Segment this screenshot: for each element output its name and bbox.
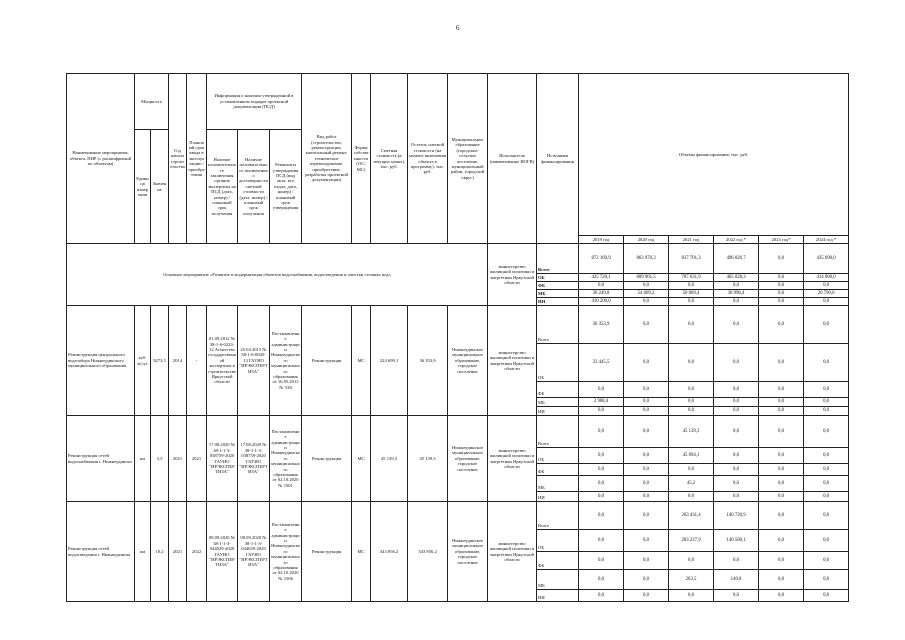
object-row	[67, 416, 849, 448]
funding-value: 0,0	[804, 590, 849, 602]
funding-source: ФБ	[537, 464, 579, 476]
object-cost-check: 25.04.2013 № 38-1-6-0045-13 ГАУИО "ИРЭКСПЕРТИЗА"	[238, 306, 270, 416]
object-expertise: 01.09.2012 № 38-1-6-0223-12 Агентство государственной экспертизы в строительстве Иркутской области	[207, 306, 238, 416]
funding-value: 2 908,4	[579, 398, 624, 407]
main-event-executor: министерство жилищной политики и энергетики Иркутской области	[488, 244, 537, 306]
funding-value: 0,0	[624, 344, 669, 382]
funding-value: 0,0	[579, 552, 624, 570]
funding-value: 0,0	[804, 464, 849, 476]
funding-value: 0,0	[759, 382, 804, 398]
funding-source: Всего	[537, 306, 579, 344]
header-row-1	[67, 74, 849, 130]
object-ownership: МС	[352, 306, 371, 416]
funding-value: 0,0	[804, 407, 849, 416]
funding-value: 414 900,0	[804, 274, 849, 282]
funding-value: 496 026,7	[714, 244, 759, 274]
funding-value: 0,0	[624, 282, 669, 290]
header-psd-info: Информация о наличии утвержденной в установленном порядке проектной документации (ПСД)	[207, 74, 302, 130]
header-work-type: Вид работ (строительство, реконструкция, капитальный ремонт, техническое перевооружение, приобретение, разработка проектной документации)	[302, 74, 352, 244]
funding-value: 0,0	[759, 492, 804, 502]
object-cost-check: 17.08.2020 № 38-1-1-3-038759-2020 ГАУИО "ИРЭКСПЕРТИЗА"	[238, 416, 270, 502]
funding-value: 0,0	[579, 590, 624, 602]
funding-value: 0,0	[624, 416, 669, 448]
funding-source: ФБ	[537, 552, 579, 570]
funding-value: 0,0	[669, 492, 714, 502]
funding-value: 45 139,3	[669, 416, 714, 448]
funding-value: 0,0	[669, 306, 714, 344]
funding-value: 425 720,1	[579, 274, 624, 282]
header-expertise: Наличие положительного заключения органов экспертизы на ПСД (дата, номер) / плановый срок получения	[207, 130, 238, 244]
object-row	[67, 502, 849, 530]
main-event-title: Основное мероприятие «Развитие и модернизация объектов водоснабжения, водоотведения и очистки сточных вод»	[67, 244, 488, 306]
funding-value: 0,0	[714, 464, 759, 476]
main-event-row	[67, 244, 849, 274]
funding-value: 36 249,8	[579, 290, 624, 298]
funding-value: 0,0	[579, 382, 624, 398]
funding-source: Всего	[537, 244, 579, 274]
funding-value: 0,0	[669, 282, 714, 290]
object-capacity-value: 9273,5	[151, 306, 169, 416]
object-name: Реконструкция сетей водоснабжения г. Нижнеудинска	[67, 416, 135, 502]
object-cost-check: 08.09.2020 № 38-1-1-3-044029-2020 ГАУИО "ИРЭКСПЕРТИЗА"	[238, 502, 270, 602]
funding-value: 0,0	[669, 552, 714, 570]
object-unit: куб. м/сут	[135, 306, 151, 416]
funding-source: ОБ	[537, 344, 579, 382]
object-municipality: Нижнеудинское муниципальное образование, городское поселение	[448, 416, 488, 502]
funding-value: 0,0	[624, 306, 669, 344]
funding-value: 0,0	[669, 298, 714, 306]
funding-value: 0,0	[759, 448, 804, 464]
funding-value: 0,0	[624, 590, 669, 602]
funding-value: 0,0	[804, 416, 849, 448]
header-start-year: Год начала строительства	[169, 74, 187, 244]
funding-value: 0,0	[624, 502, 669, 530]
object-name: Реконструкция сетей водоотведения г. Нижнеудинска	[67, 502, 135, 602]
object-est-cost: 224 699,1	[371, 306, 408, 416]
funding-value: 0,0	[804, 502, 849, 530]
object-approval: Постановление администрации Нижнеудинского муниципального образования от 16.05.2013 № 538	[270, 306, 302, 416]
object-start-year: 2021	[169, 416, 187, 502]
funding-value: 0,0	[804, 298, 849, 306]
funding-value: 36 353,9	[579, 306, 624, 344]
funding-value: 45,2	[669, 476, 714, 492]
funding-value: 0,0	[714, 416, 759, 448]
header-year-2023: 2023 год*	[759, 236, 804, 244]
funding-value: 50 069,4	[669, 290, 714, 298]
funding-value: 0,0	[624, 476, 669, 492]
funding-value: 0,0	[624, 448, 669, 464]
header-capacity: Мощность	[135, 74, 169, 130]
object-capacity-value: 10,2	[151, 502, 169, 602]
object-start-year: 2014	[169, 306, 187, 416]
funding-value: 20 790,0	[804, 290, 849, 298]
funding-value: 0,0	[669, 398, 714, 407]
funding-value: 872 169,9	[579, 244, 624, 274]
funding-value: 0,0	[624, 464, 669, 476]
funding-value: 0,0	[714, 476, 759, 492]
header-year-2024: 2024 год *	[804, 236, 849, 244]
object-commission-year: 2021	[187, 416, 207, 502]
object-start-year: 2021	[169, 502, 187, 602]
funding-value: 0,0	[759, 416, 804, 448]
funding-value: 0,0	[759, 590, 804, 602]
funding-source: ОБ	[537, 448, 579, 464]
funding-value: 0,0	[579, 476, 624, 492]
funding-value: 0,0	[804, 570, 849, 590]
funding-value: 0,0	[804, 448, 849, 464]
funding-value: 0,0	[714, 407, 759, 416]
funding-value: 30 998,4	[714, 290, 759, 298]
header-year-2019: 2019 год	[579, 236, 624, 244]
funding-value: 0,0	[714, 590, 759, 602]
object-remaining: 45 139,3	[408, 416, 448, 502]
funding-value: 0,0	[579, 448, 624, 464]
funding-value: 0,0	[759, 570, 804, 590]
header-executor: Исполнитель (наименование ИОГВ)	[488, 74, 537, 244]
funding-value: 45 094,1	[669, 448, 714, 464]
funding-value: 0,0	[804, 398, 849, 407]
funding-value: 837 701,3	[669, 244, 714, 274]
funding-value: 0,0	[624, 492, 669, 502]
funding-source: ОБ	[537, 274, 579, 282]
header-ownership: Форма собственности (ОС/МС)	[352, 74, 371, 244]
funding-value: 0,0	[579, 492, 624, 502]
page-number: 6	[456, 24, 460, 32]
object-ownership: МС	[352, 502, 371, 602]
object-municipality: Нижнеудинское муниципальное образование, городское поселение	[448, 502, 488, 602]
object-commission-year: 2022	[187, 502, 207, 602]
funding-value: 0,0	[624, 530, 669, 552]
funding-value: 0,0	[804, 552, 849, 570]
funding-value: 0,0	[759, 344, 804, 382]
funding-source: ФБ	[537, 382, 579, 398]
funding-source: Всего	[537, 416, 579, 448]
object-commission-year: -	[187, 306, 207, 416]
header-commission-year: Плановый срок ввода в эксплуатацию / приобретения	[187, 74, 207, 244]
header-unit: Единица измерения	[135, 130, 151, 244]
funding-value: 203,5	[669, 570, 714, 590]
funding-value: 0,0	[669, 407, 714, 416]
header-municipality: Муниципальное образование (городское/сельское поселение, муниципальный район, городской округ)	[448, 74, 488, 244]
funding-value: 0,0	[579, 416, 624, 448]
object-est-cost: 45 139,3	[371, 416, 408, 502]
funding-value: 0,0	[579, 464, 624, 476]
funding-value: 0,0	[759, 407, 804, 416]
funding-value: 0,0	[624, 552, 669, 570]
funding-source: МБ	[537, 476, 579, 492]
funding-value: 410 200,0	[579, 298, 624, 306]
funding-value: 0,0	[759, 530, 804, 552]
funding-value: 203 431,4	[669, 502, 714, 530]
funding-source: ИИ	[537, 590, 579, 602]
funding-value: 787 631,9	[669, 274, 714, 282]
object-name: Реконструкция центрального водозабора Нижнеудинского муниципального образования	[67, 306, 135, 416]
funding-value: 0,0	[804, 306, 849, 344]
header-approval: Реквизиты утверждения ПСД (вид акта, кто издал, дата, номер) / плановый срок утверждения	[270, 130, 302, 244]
object-executor: министерство жилищной политики и энергетики Иркутской области	[488, 306, 537, 416]
header-value: Значение	[151, 130, 169, 244]
object-capacity-value: 3,5	[151, 416, 169, 502]
funding-value: 0,0	[714, 306, 759, 344]
funding-value: 0,0	[624, 407, 669, 416]
object-approval: Постановление администрации Нижнеудинского муниципального образования от 02.10.2020 № 1506	[270, 502, 302, 602]
funding-value: 0,0	[714, 448, 759, 464]
funding-source: МБ	[537, 398, 579, 407]
header-year-2020: 2020 год	[624, 236, 669, 244]
funding-source: МБ	[537, 570, 579, 590]
header-remaining: Остаток сметной стоимости (на момент включения объекта в программу), тыс. руб.	[408, 74, 448, 244]
funding-value: 0,0	[669, 590, 714, 602]
funding-value: 0,0	[759, 290, 804, 298]
funding-value: 0,0	[579, 502, 624, 530]
funding-value: 0,0	[579, 570, 624, 590]
funding-source: ИИ	[537, 492, 579, 502]
funding-value: 140 720,9	[714, 502, 759, 530]
funding-value: 0,0	[714, 398, 759, 407]
funding-value: 0,0	[759, 244, 804, 274]
header-year-2021: 2021 год	[669, 236, 714, 244]
funding-source: ИИ	[537, 407, 579, 416]
funding-source: ФБ	[537, 282, 579, 290]
funding-value: 0,0	[579, 407, 624, 416]
funding-value: 0,0	[579, 282, 624, 290]
funding-value: 0,0	[714, 552, 759, 570]
funding-value: 0,0	[579, 530, 624, 552]
funding-value: 0,0	[714, 382, 759, 398]
funding-value: 54 009,2	[624, 290, 669, 298]
header-name: Наименование мероприятия, объекта, ПИР (с расшифровкой по объектам)	[67, 74, 135, 244]
object-executor: министерство жилищной политики и энергетики Иркутской области	[488, 502, 537, 602]
funding-value: 33 445,5	[579, 344, 624, 382]
funding-value: 0,0	[804, 492, 849, 502]
funding-value: 0,0	[714, 298, 759, 306]
funding-value: 0,0	[669, 464, 714, 476]
object-est-cost: 343 856,2	[371, 502, 408, 602]
funding-value: 0,0	[759, 398, 804, 407]
funding-value: 0,0	[759, 298, 804, 306]
funding-value: 0,0	[759, 476, 804, 492]
object-municipality: Нижнеудинское муниципальное образование, городское поселение	[448, 306, 488, 416]
funding-value: 0,0	[759, 552, 804, 570]
funding-value: 0,0	[624, 382, 669, 398]
funding-value: 0,0	[804, 282, 849, 290]
funding-value: 140 580,1	[714, 530, 759, 552]
funding-value: 0,0	[624, 570, 669, 590]
funding-value: 0,0	[759, 306, 804, 344]
funding-value: 809 961,5	[624, 274, 669, 282]
object-work-type: Реконструкция	[302, 416, 352, 502]
funding-value: 0,0	[804, 344, 849, 382]
object-approval: Постановление администрации Нижнеудинского муниципального образования от 02.10.2020 № 1501	[270, 416, 302, 502]
funding-value: 863 970,3	[624, 244, 669, 274]
object-expertise: 17.08.2020 № 38-1-1-3-038759-2020 ГАУИО "ИРЭКСПЕРТИЗА"	[207, 416, 238, 502]
document-sheet	[66, 73, 849, 602]
funding-value: 0,0	[759, 464, 804, 476]
header-funding: Объемы финансирования, тыс. руб.	[579, 74, 849, 236]
funding-value: 435 690,0	[804, 244, 849, 274]
object-row	[67, 306, 849, 344]
funding-value: 0,0	[624, 398, 669, 407]
funding-value: 0,0	[669, 382, 714, 398]
funding-value: 0,0	[624, 298, 669, 306]
object-executor: министерство жилищной политики и энергетики Иркутской области	[488, 416, 537, 502]
funding-value: 465 028,3	[714, 274, 759, 282]
funding-source: ОБ	[537, 530, 579, 552]
header-sources: Источники финансирования	[537, 74, 579, 244]
funding-value: 0,0	[759, 502, 804, 530]
funding-source: Всего	[537, 502, 579, 530]
object-expertise: 08.09.2020 № 38-1-1-3-044029-2020 ГАУИО "ИРЭКСПЕРТИЗА"	[207, 502, 238, 602]
funding-value: 0,0	[759, 274, 804, 282]
object-work-type: Реконструкция	[302, 502, 352, 602]
funding-value: 0,0	[804, 476, 849, 492]
object-unit: км	[135, 416, 151, 502]
header-cost-check: Наличие положительного заключения о достоверности сметной стоимости (дата, номер) / плановый срок получения	[238, 130, 270, 244]
funding-value: 0,0	[669, 344, 714, 382]
funding-value: 0,0	[714, 282, 759, 290]
financing-table	[66, 73, 849, 602]
object-unit: км	[135, 502, 151, 602]
funding-value: 0,0	[714, 344, 759, 382]
funding-value: 0,0	[714, 492, 759, 502]
object-work-type: Реконструкция	[302, 306, 352, 416]
object-remaining: 36 353,9	[408, 306, 448, 416]
object-ownership: МС	[352, 416, 371, 502]
header-est-cost: Сметная стоимость (в текущих ценах), тыс. руб.	[371, 74, 408, 244]
funding-value: 0,0	[759, 282, 804, 290]
funding-source: МБ	[537, 290, 579, 298]
funding-source: ИИ	[537, 298, 579, 306]
funding-value: 0,0	[804, 382, 849, 398]
funding-value: 203 227,9	[669, 530, 714, 552]
header-year-2022: 2022 год *	[714, 236, 759, 244]
object-remaining: 343 856,2	[408, 502, 448, 602]
funding-value: 140,8	[714, 570, 759, 590]
funding-value: 0,0	[804, 530, 849, 552]
